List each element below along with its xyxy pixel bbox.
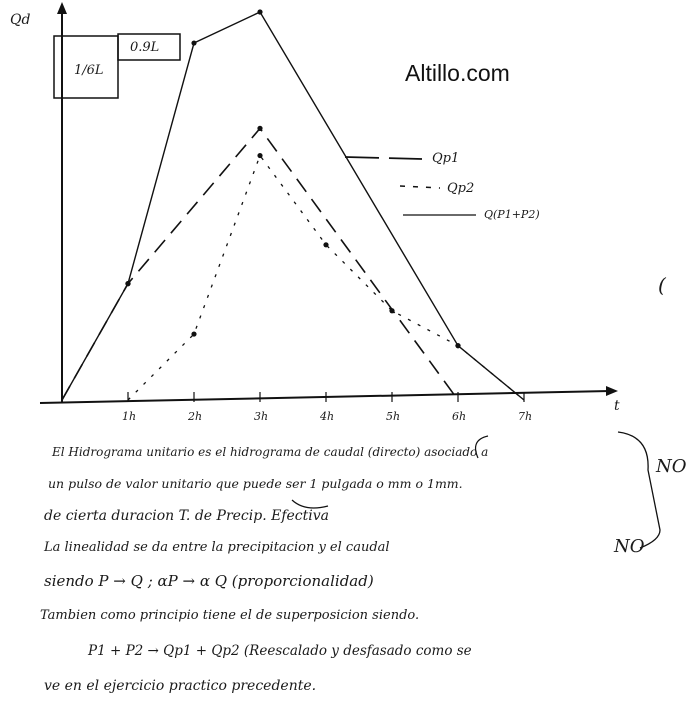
- series-point-2-1: [125, 281, 130, 286]
- arrow-to-precip: [292, 500, 328, 508]
- legend-qp1-line: [345, 157, 422, 159]
- series-line-qp1: [62, 128, 458, 400]
- series-point-1-1: [191, 331, 196, 336]
- watermark: Altillo.com: [405, 60, 510, 86]
- stray-mark: (: [658, 273, 666, 297]
- x-tick-label-1: 1h: [122, 410, 137, 423]
- note-line-3: de cierta duracion T. de Precip. Efectiva: [44, 508, 329, 524]
- x-tick-label-5: 5h: [386, 410, 401, 423]
- note-line-7: P1 + P2 → Qp1 + Qp2 (Reescalado y desfasado como se: [88, 643, 472, 659]
- box-1-6l-label: 1/6L: [74, 63, 104, 78]
- legend-qp2-line: [400, 186, 440, 188]
- x-tick-label-6: 6h: [452, 410, 467, 423]
- legend-qp1-label: Qp1: [432, 151, 460, 166]
- note-line-2: un pulso de valor unitario que puede ser 1 pulgada o mm o 1mm.: [48, 476, 463, 491]
- x-tick-label-4: 4h: [320, 410, 335, 423]
- x-tick-label-3: 3h: [254, 410, 269, 423]
- box-0-9l-label: 0.9L: [130, 40, 160, 55]
- x-axis-label: t: [614, 398, 620, 414]
- legend-qp2-label: Qp2: [447, 181, 475, 196]
- note-mark-no-2: NO: [614, 536, 645, 557]
- series-point-1-2: [257, 153, 262, 158]
- y-axis-arrow: [57, 2, 67, 14]
- note-line-5: siendo P → Q ; αP → α Q (proporcionalidad): [44, 572, 374, 590]
- series-point-1-4: [389, 308, 394, 313]
- series-point-2-3: [257, 9, 262, 14]
- note-line-6: Tambien como principio tiene el de superposicion siendo.: [40, 608, 420, 623]
- x-tick-label-2: 2h: [188, 410, 203, 423]
- legend-qsum-label: Q(P1+P2): [484, 208, 540, 221]
- series-point-1-3: [323, 242, 328, 247]
- note-mark-no-1: NO: [656, 456, 687, 477]
- note-line-4: La linealidad se da entre la precipitacion y el caudal: [44, 540, 390, 555]
- series-point-0-2: [257, 126, 262, 131]
- y-axis-label: Qd: [10, 12, 31, 28]
- series-point-2-2: [191, 40, 196, 45]
- x-tick-label-7: 7h: [518, 410, 533, 423]
- bracket-right: [618, 432, 660, 548]
- note-line-8: ve en el ejercicio practico precedente.: [44, 678, 317, 694]
- x-axis-arrow: [606, 386, 618, 396]
- series-point-2-4: [455, 343, 460, 348]
- note-line-1: El Hidrograma unitario es el hidrograma de caudal (directo) asociado a: [52, 445, 489, 459]
